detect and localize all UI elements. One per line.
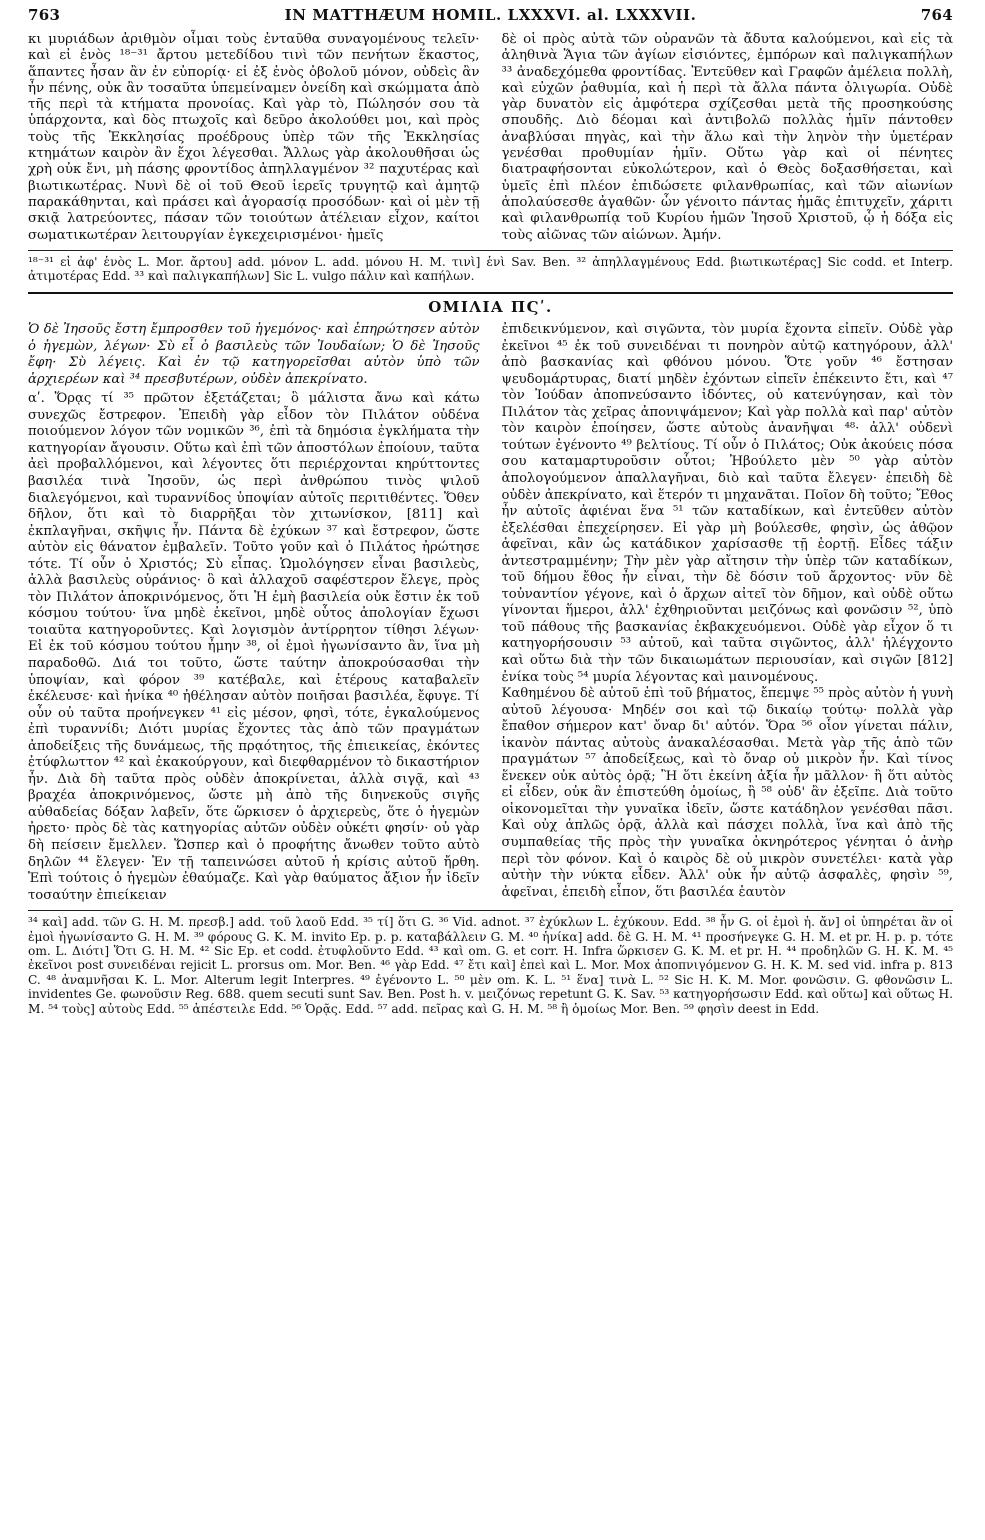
paragraph: ἐπιδεικνύμενον, καὶ σιγῶντα, τὸν μυρία ἔχοντα εἰπεῖν. Οὐδὲ γὰρ ἐκεῖνοι ⁴⁵ ἐκ τοῦ συνειδέναι τι πονηρὸν αὐτῷ κατηγόρουν, ἀλλ' ἀπὸ βασκανίας καὶ φθόνου μόνου. Ὅτε γοῦν ⁴⁶ ἔστησαν ψευδομάρτυρας, διατί μηδὲν ἐχόντων εἰπεῖν ἐπέκειντο ἔτι, καὶ ⁴⁷ τὸν Ἰούδαν ἀποπνεύσαντο ἰδόντες, οὐ κατενύγησαν, καὶ τὸν Πιλάτον τὰς χεῖρας ἀπονιψάμενον; Καὶ γὰρ πολλὰ καὶ παρ' αὐτὸν τὸν καιρὸν ἐποίησεν, ὥστε αὐτοὺς ἀνανῆψαι ⁴⁸· ἀλλ' οὐδενὶ τούτων ἐγένοντο ⁴⁹ βελτίους. Τί οὖν ὁ Πιλάτος; Οὐκ ἀκούεις πόσα σου καταμαρτυροῦσιν οὗτοι; Ἠβούλετο μὲν ⁵⁰ γὰρ αὐτὸν ἀπολογούμενον ἀπαλλαγῆναι, διὸ καὶ ταῦτα ἔλεγεν· ἐπειδὴ δὲ οὐδὲν ἀπεκρίνατο, καὶ ἕτερόν τι μηχανᾶται. Ποῖον δὴ τοῦτο; Ἔθος ἦν αὐτοῖς ἀφιέναι ἕνα ⁵¹ τῶν καταδίκων, καὶ ἐντεῦθεν αὐτὸν ἐξελέσθαι ἐπεχείρησεν. Εἰ γὰρ μὴ βούλεσθε, φησὶν, ὡς ἀθῷον ἀφεῖναι, κἂν ὡς κατάδικον χαρίσασθε τῇ ἑορτῇ. Εἶδες τάξιν ἀντεστραμμένην; Τὴν μὲν γὰρ αἴτησιν τὴν ὑπὲρ τῶν καταδίκων, τοῦ δήμου ἔθος ἦν εἶναι, τὴν δὲ δόσιν τοῦ ἄρχοντος· νῦν δὲ τοὐναντίον γέγονε, καὶ ὁ ἄρχων αἰτεῖ τὸν δῆμον, καὶ οὐδὲ οὕτω γίνονται ἥμεροι, ἀλλ' ἐχθηριοῦνται μειζόνως καὶ φονῶσιν ⁵², ὑπὸ τοῦ πάθους τῆς βασκανίας ἐκβακχευόμενοι. Οὐδὲ γὰρ εἶχον ὅ τι κατηγορήσουσιν ⁵³ αὐτοῦ, καὶ ταῦτα σιγῶντος, ἀλλ' ἠλέγχοντο καὶ οὕτω διὰ τὴν τῶν δικαιωμάτων περιουσίαν, καὶ σιγῶν [812] ἐνίκα τοὺς ⁵⁴ μυρία λέγοντας καὶ μαινομένους. bbox=[501, 322, 953, 685]
footnote-text: ³⁴ καὶ] add. τῶν G. H. M. πρεσβ.] add. τοῦ λαοῦ Edd. ³⁵ τί] ὅτι G. ³⁶ Vid. adnot. ³⁷ ἐχύκλων L. ἐχύκουν. Edd. ³⁸ ἦν G. οἱ ἐμοὶ ἠ. ἄν] οἱ ὑπηρέται ἂν οἱ ἐμοὶ ἠγωνίσαντο G. H. M. ³⁹ φόρους G. K. M. invito Ep. p. p. καταβάλλειν G. M. ⁴⁰ ἡνίκα] add. δὲ G. H. M. ⁴¹ προσήνεγκε G. H. M. et pr. H. p. p. τότε om. L. Διότι] Ὅτι G. H. M. ⁴² Sic Ep. et codd. ἐτυφλοῦντο Edd. ⁴³ καὶ om. G. et corr. H. Infra ὥρκισεν G. K. M. et pr. H. ⁴⁴ προδηλῶν G. H. K. M. ⁴⁵ ἐκεῖνοι post συνειδέναι rejicit L. prorsus om. Mor. Ben. ⁴⁶ γὰρ Edd. ⁴⁷ ἔτι καὶ] ἐπεὶ καὶ L. Mor. Mox ἀποπνιγόμενον G. H. K. M. sed vid. infra p. 813 C. ⁴⁸ ἀναμνῆσαι K. L. Mor. Alterum legit Interpres. ⁴⁹ ἐγένοντο L. ⁵⁰ μὲν om. K. L. ⁵¹ ἕνα] τινὰ L. ⁵² Sic H. K. M. Mor. φονῶσιν. G. φθονῶσιν L. invidentes Ge. φωνοῦσιν Reg. 688. quem secuti sunt Sav. Ben. Post h. v. μειζόνως repetunt G. K. Sav. ⁵³ κατηγορήσωσιν Edd. καὶ οὕτω] καὶ οὕτως H. M. ⁵⁴ τοὺς] αὐτοὺς Edd. ⁵⁵ ἀπέστειλε Edd. ⁵⁶ Ὁρᾷς. Edd. ⁵⁷ add. πεῖρας καὶ G. H. M. ⁵⁸ ἢ ὁμοίως Mor. Ben. ⁵⁹ φησὶν deest in Edd. bbox=[28, 915, 953, 1016]
divider bbox=[28, 910, 953, 911]
homily-footnotes bbox=[28, 915, 953, 1016]
scripture-lemma: Ὁ δὲ Ἰησοῦς ἔστη ἔμπροσθεν τοῦ ἡγεμόνος· καὶ ἐπηρώτησεν αὐτὸν ὁ ἡγεμὼν, λέγων· Σὺ εἶ ὁ βασιλεὺς τῶν Ἰουδαίων; Ὁ δὲ Ἰησοῦς ἔφη· Σὺ λέγεις. Καὶ ἐν τῷ κατηγορεῖσθαι αὐτὸν ὑπὸ τῶν ἀρχιερέων καὶ ³⁴ πρεσβυτέρων, οὐδὲν ἀπεκρίνατο. bbox=[28, 322, 480, 387]
page-number-right: 764 bbox=[920, 6, 953, 24]
section-divider bbox=[28, 292, 953, 294]
upper-text bbox=[28, 32, 953, 244]
homily-text bbox=[28, 322, 953, 904]
upper-right-column bbox=[502, 32, 954, 244]
upper-left-column bbox=[28, 32, 480, 244]
paragraph: δὲ οἱ πρὸς αὐτὰ τῶν οὐρανῶν τὰ ἄδυτα καλούμενοι, καὶ εἰς τὰ ἀληθινὰ Ἅγια τῶν ἁγίων εἰσιόντες, ἐμπόρων καὶ παλιγκαπήλων ³³ ἀναδεχόμεθα φροντίδας. Ἐντεῦθεν καὶ Γραφῶν ἀμέλεια πολλὴ, καὶ εὐχῶν ῥαθυμία, καὶ ἡ περὶ τὰ ἄλλα πάντα ὀλιγωρία. Οὐδὲ γὰρ δυνατὸν εἰς ἀμφότερα σχίζεσθαι μετὰ τῆς προσηκούσης σπουδῆς. Διὸ δέομαι καὶ ἀντιβολῶ πολλὰς ἡμῖν πάντοθεν ἀναβλύσαι πηγὰς, καὶ τὴν ἅλω καὶ τὴν ληνὸν τὴν ὑμετέραν γενέσθαι προθυμίαν ἡμῖν. Οὕτω γὰρ καὶ οἱ πένητες διατραφήσονται εὐκολώτερον, καὶ ὁ Θεὸς δοξασθήσεται, καὶ ὑμεῖς ἐπὶ πλέον ἐπιδώσετε φιλανθρωπίας, καὶ τῶν αἰωνίων ἀπολαύσεσθε ἀγαθῶν· ὧν γένοιτο πάντας ἡμᾶς ἐπιτυχεῖν, χάριτι καὶ φιλανθρωπίᾳ τοῦ Κυρίου ἡμῶν Ἰησοῦ Χριστοῦ, ᾧ ἡ δόξα εἰς τοὺς αἰῶνας τῶν αἰώνων. Ἀμήν. bbox=[501, 32, 953, 243]
paragraph: Καθημένου δὲ αὐτοῦ ἐπὶ τοῦ βήματος, ἔπεμψε ⁵⁵ πρὸς αὐτὸν ἡ γυνὴ αὐτοῦ λέγουσα· Μηδέν σοι καὶ τῷ δικαίῳ τούτῳ· πολλὰ γὰρ ἔπαθον σήμερον κατ' ὄναρ δι' αὐτόν. Ὅρα ⁵⁶ οἷον γίνεται πάλιν, ἱκανὸν πάντας αὐτοὺς ἀνακαλέσασθαι. Μετὰ γὰρ τῆς ἀπὸ τῶν πραγμάτων ⁵⁷ ἀποδείξεως, καὶ τὸ ὄναρ οὐ μικρὸν ἦν. Καὶ τίνος ἕνεκεν οὐκ αὐτὸς ὁρᾷ; Ἢ ὅτι ἐκείνη ἀξία ἦν μᾶλλον· ἢ ὅτι αὐτὸς εἰ εἶδεν, οὐκ ἂν ἐπιστεύθη ὁμοίως, ἢ ⁵⁸ οὐδ' ἂν ἐξεῖπε. Διὰ τοῦτο οἰκονομεῖται τὴν γυναῖκα ἰδεῖν, ὥστε κατάδηλον γενέσθαι πᾶσι. Καὶ οὐχ ἁπλῶς ὁρᾷ, ἀλλὰ καὶ πάσχει πολλὰ, ἵνα καὶ ἀπὸ τῆς συμπαθείας τῆς πρὸς τὴν γυναῖκα ὀκνηρότερος γένηται ὁ ἀνὴρ περὶ τὸν φόνον. Καὶ ὁ καιρὸς δὲ οὐ μικρὸν συνετέλει· κατὰ γὰρ αὐτὴν τὴν νύκτα εἶδεν. Ἀλλ' οὐκ ἦν αὐτῷ ἀσφαλὲς, φησὶν ⁵⁹, ἀφεῖναι, ἐπειδὴ εἶπον, ὅτι βασιλέα ἑαυτὸν bbox=[501, 686, 953, 900]
page-number-left: 763 bbox=[28, 6, 61, 24]
upper-footnotes bbox=[28, 255, 953, 284]
running-header bbox=[28, 6, 953, 32]
homily-left-column bbox=[28, 322, 480, 904]
running-title: IN MATTHÆUM HOMIL. LXXXVI. al. LXXXVII. bbox=[284, 6, 697, 24]
homily-right-column bbox=[502, 322, 954, 904]
paragraph: κι μυριάδων ἀριθμὸν οἶμαι τοὺς ἐνταῦθα συναγομένους τελεῖν· καὶ εἰ ἑνὸς ¹⁸⁻³¹ ἄρτου μετεδίδου τινὶ τῶν πενήτων ἕκαστος, ἅπαντες ἦσαν ἂν ἐν εὐπορίᾳ· εἰ ἐξ ἑνὸς ὀβολοῦ μόνον, οὐδεὶς ἂν ἦν πένης, οὐκ ἂν τοσαῦτα ὑπεμείναμεν ὀνείδη καὶ σκώμματα ἀπὸ τῆς περὶ τὰ κτήματα προνοίας. Καὶ γὰρ τὸ, Πώλησόν σου τὰ ὑπάρχοντα, καὶ δὸς πτωχοῖς καὶ δεῦρο ἀκολούθει μοι, καὶ πρὸς τοὺς τῆς Ἐκκλησίας προέδρους ὑπὲρ τῶν τῆς Ἐκκλησίας κτημάτων καιρὸν ἂν ἔχοι λέγεσθαι. Ἄλλως γὰρ ἀκολουθῆσαι ὡς χρὴ οὐκ ἔνι, μὴ πάσης φροντίδος ἀπηλλαγμένον ³² παχυτέρας καὶ βιωτικωτέρας. Νυνὶ δὲ οἱ τοῦ Θεοῦ ἱερεῖς τρυγητῷ καὶ ἀμητῷ παρακάθηνται, καὶ πράσει καὶ ἀγορασίᾳ προσόδων· καὶ οἱ μὲν τῇ σκιᾷ λατρεύοντες, πάσαν τῶν τοιούτων ἀτέλειαν εἶχον, καίτοι σωματικωτέραν λειτουργίαν ἐγκεχειρισμένοι· ἡμεῖς bbox=[28, 32, 480, 243]
footnote-text: ¹⁸⁻³¹ εἰ ἀφ' ἑνὸς L. Mor. ἄρτου] add. μόνον L. add. μόνου H. M. τινὶ] ἑνὶ Sav. Ben. ³² ἀπηλλαγμένους Edd. βιωτικωτέρας] Sic codd. et Interp. ἀτιμοτέρας Edd. ³³ καὶ παλιγκαπήλων] Sic L. vulgo πάλιν καὶ καπήλων. bbox=[28, 254, 953, 284]
homily-title: ΟΜΙΛΙΑ ΠϚʹ. bbox=[428, 298, 553, 317]
paragraph: αʹ. Ὅρᾳς τί ³⁵ πρῶτον ἐξετάζεται; ὃ μάλιστα ἄνω καὶ κάτω συνεχῶς ἔστρεφον. Ἐπειδὴ γὰρ εἶδον τὸν Πιλάτον οὐδένα ποιούμενον λόγον τῶν νομικῶν ³⁶, ἐπὶ τὰ δημόσια ἐγκλήματα τὴν κατηγορίαν ἄγουσιν. Οὕτω καὶ ἐπὶ τῶν ἀποστόλων ἐποίουν, ταῦτα ἀεὶ προβαλλόμενοι, καὶ λέγοντες ὅτι περιέρχονται κηρύττοντες βασιλέα τινὰ Ἰησοῦν, ὡς περὶ ἀνθρώπου τινὸς ψιλοῦ διαλεγόμενοι, καὶ τυραννίδος ὑποψίαν αὐτοῖς περιτιθέντες. Ὅθεν δῆλον, ὅτι καὶ τὸ διαρρῆξαι τὸν χιτωνίσκον, [811] καὶ ἐκπλαγῆναι, σκῆψις ἦν. Πάντα δὲ ἐχύκων ³⁷ καὶ ἔστρεφον, ὥστε αὐτὸν εἰς θάνατον ἐμβαλεῖν. Τοῦτο γοῦν καὶ ὁ Πιλάτος ἠρώτησε τότε. Τί οὖν ὁ Χριστός; Σὺ εἶπας. Ὡμολόγησεν εἶναι βασιλεὺς, ἀλλὰ βασιλεὺς οὐράνιος· ὃ καὶ ἀλλαχοῦ σαφέστερον ἔλεγε, πρὸς τὸν Πιλάτον ἀποκρινόμενος, ὅτι Ἡ ἐμὴ βασιλεία οὐκ ἔστιν ἐκ τοῦ κόσμου τούτου· ἵνα μηδὲ ἐκεῖνοι, μηδὲ οὗτος ἀπολογίαν ἔχωσι τοιαῦτα κατηγοροῦντες. Καὶ λογισμὸν ἀντίρρητον τίθησι λέγων· Εἰ ἐκ τοῦ κόσμου τούτου ἦμην ³⁸, οἱ ἐμοὶ ἠγωνίσαντο ἂν, ἵνα μὴ παραδοθῶ. Διά τοι τοῦτο, ὥστε ταύτην ἀποκρούσασθαι τὴν ὑποψίαν, καὶ φόρον ³⁹ κατέβαλε, καὶ ἑτέρους καταβαλεῖν ἐκέλευσε· καὶ ἡνίκα ⁴⁰ ἠθέλησαν αὐτὸν ποιῆσαι βασιλέα, ἔφυγε. Τί οὖν οὐ ταῦτα προήνεγκεν ⁴¹ εἰς μέσον, φησὶ, τότε, ἐγκαλούμενος ἐπὶ τυραννίδι; Διότι μυρίας ἔχοντες τὰς ἀπὸ τῶν πραγμάτων ἀποδείξεις τῆς δυνάμεως, τῆς πρᾳότητος, τῆς ἐπιεικείας, ἑκόντες ἐτύφλωττον ⁴² καὶ ἐκακούργουν, καὶ διεφθαρμένον τὸ δικαστήριον ἦν. Διὰ δὴ ταῦτα πρὸς οὐδὲν ἀποκρίνεται, ἀλλὰ σιγᾷ, καὶ ⁴³ βραχέα ἀποκρινόμενος, ὥστε μὴ ἀπὸ τῆς διηνεκοῦς σιγῆς αὐθαδείας δόξαν λαβεῖν, ὅτε ὥρκισεν ὁ ἀρχιερεὺς, ὅτε ὁ ἡγεμὼν ἠρετο· πρὸς δὲ τὰς κατηγορίας αὐτῶν οὐδὲν οὐκέτι φησίν· οὐ γὰρ δὴ πείσειν ἔμελλεν. Ὥσπερ καὶ ὁ προφήτης ἄνωθεν τοῦτο αὐτὸ δηλῶν ⁴⁴ ἔλεγεν· Ἐν τῇ ταπεινώσει αὐτοῦ ἡ κρίσις αὐτοῦ ἤρθη. Ἐπὶ τούτοις ὁ ἡγεμὼν ἐθαύμαζε. Καὶ γὰρ θαύματος ἄξιον ἦν ἰδεῖν τοσαύτην ἐπιείκειαν bbox=[28, 391, 480, 903]
divider bbox=[28, 250, 953, 251]
